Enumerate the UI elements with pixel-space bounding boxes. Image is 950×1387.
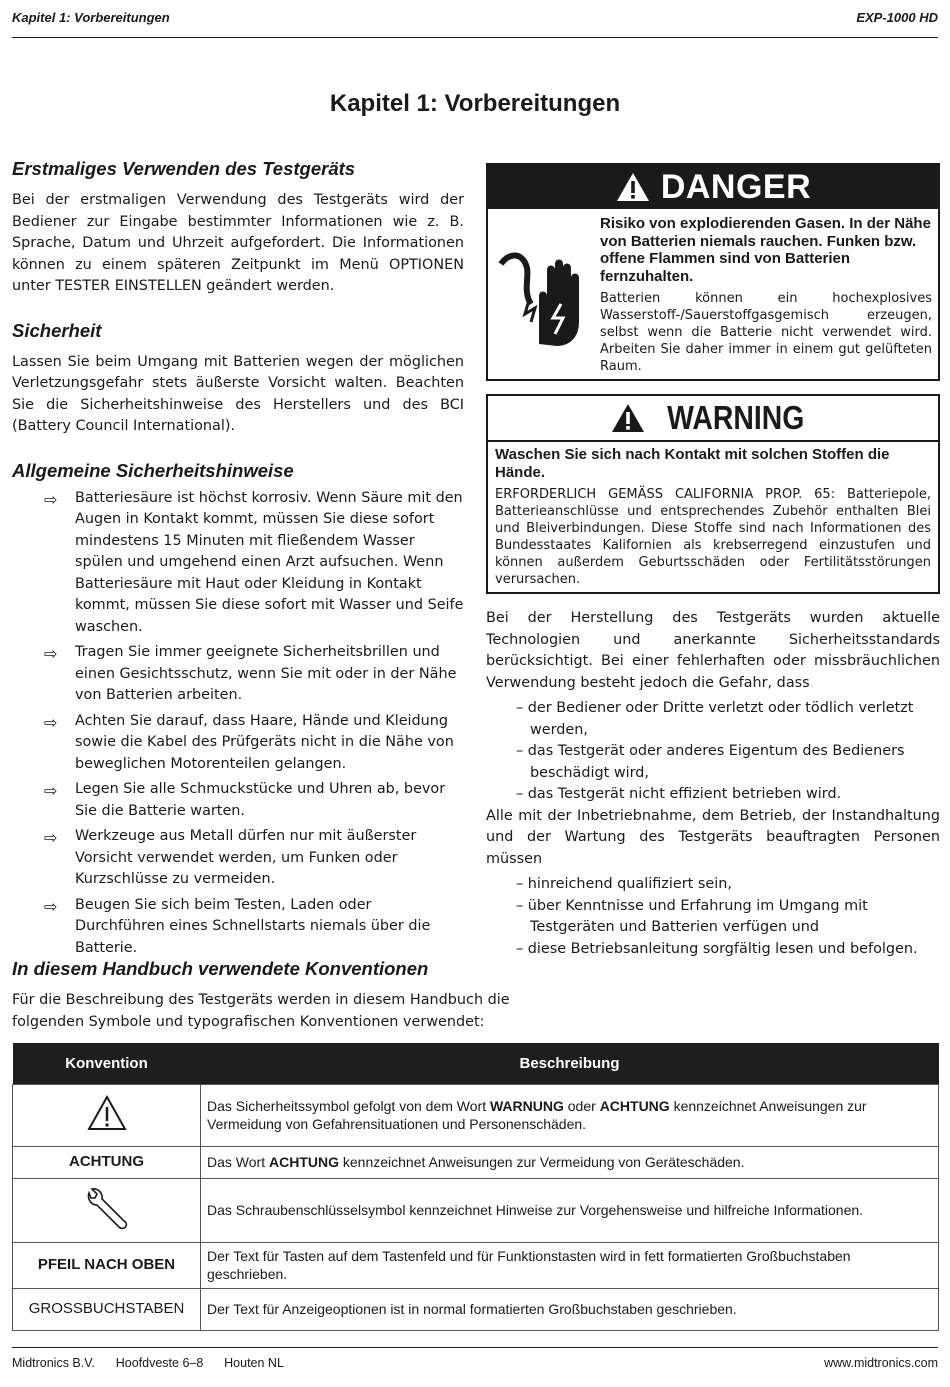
first-use-heading: Erstmaliges Verwenden des Testgeräts [12, 158, 356, 179]
table-cell: Der Text für Tasten auf dem Tastenfeld und für Funktionstasten wird in fett formatierten Großbuchstaben geschrieben. [201, 1242, 939, 1288]
column-header-convention: Konvention [13, 1043, 201, 1084]
arrow-right-icon: ⇨ [44, 712, 58, 732]
section-general-safety [12, 460, 464, 960]
header-model: EXP-1000 HD [856, 10, 938, 25]
danger-text: Batterien können ein hochexplosives Wasserstoff-/Sauerstoffgasgemisch erzeugen, selbst wenn die Batterie nicht verwendet wird. Arbeiten Sie daher immer in einem gut gelüfteten Raum. [600, 291, 932, 374]
warning-banner [488, 396, 938, 442]
footer-company: Midtronics B.V. [12, 1356, 95, 1370]
danger-label: DANGER [660, 167, 812, 206]
arrow-right-icon: ⇨ [44, 781, 58, 800]
list-item: – das Testgerät oder anderes Eigentum des Bedieners beschädigt wird, [516, 743, 905, 781]
conventions-heading: In diesem Handbuch verwendete Konventionen [12, 958, 429, 979]
warning-label: WARNING [667, 399, 805, 436]
safety-heading: Sicherheit [12, 319, 102, 341]
list-item: ⇨ Beugen Sie sich beim Testen, Laden oder Durchführen eines Schnellstarts niemals über die Batterie. [44, 896, 431, 956]
list-item: ⇨ Legen Sie alle Schmuckstücke und Uhren ab, bevor Sie die Batterie warten. [44, 781, 446, 819]
arrow-right-icon: ⇨ [44, 828, 58, 847]
warning-bold-text: Waschen Sie sich nach Kontakt mit solchen Stoffen die Hände. [495, 446, 890, 481]
table-cell: Das Wort ACHTUNG kennzeichnet Anweisungen zur Vermeidung von Geräteschäden. [201, 1146, 939, 1178]
page-footer [12, 1347, 938, 1370]
first-use-text: Bei der erstmaligen Verwendung des Testgeräts wird der Bediener zur Eingabe bestimmter Informationen wie z. B. Sprache, Datum und Uhrzeit aufgefordert. Die Informationen können zu einem späteren Zeitpunkt im Menü OPTIONEN unter TESTER EINSTELLEN geändert werden. [12, 192, 464, 294]
left-column [12, 158, 464, 981]
table-row [13, 1178, 939, 1242]
warning-triangle-icon [615, 171, 651, 203]
section-safety [12, 320, 464, 438]
table-row [13, 1146, 939, 1178]
safety-text: Lassen Sie beim Umgang mit Batterien wegen der möglichen Verletzungsgefahr stets äußerste Vorsicht walten. Beachten Sie die Sicherheitshinweise des Herstellers und des BCI (Battery Council International). [12, 353, 464, 434]
warning-triangle-icon [610, 402, 646, 434]
table-row [13, 1084, 939, 1146]
page-title: Kapitel 1: Vorbereitungen [329, 90, 621, 117]
table-row [13, 1242, 939, 1288]
danger-bold-text: Risiko von explodierenden Gasen. In der Nähe von Batterien niemals rauchen. Funken bzw. offene Flammen sind von Batterien fernzuhalten. [600, 215, 931, 285]
danger-banner [488, 165, 938, 209]
page-header [12, 10, 938, 38]
table-cell: Das Sicherheitssymbol gefolgt von dem Wort WARNUNG oder ACHTUNG kennzeichnet Anweisungen zur Vermeidung von Gefahrensituationen und Personenschäden. [201, 1084, 939, 1146]
list-item: ⇨ Tragen Sie immer geeignete Sicherheitsbrillen und einen Gesichtsschutz, wenn Sie mit oder in der Nähe von Batterien arbeiten. [44, 644, 457, 703]
safety-bullet-list [12, 488, 464, 960]
footer-city: Houten NL [224, 1356, 284, 1370]
warning-triangle-icon [86, 1094, 128, 1132]
header-chapter: Kapitel 1: Vorbereitungen [12, 10, 170, 25]
column-header-description: Beschreibung [201, 1043, 939, 1084]
manufacture-intro: Bei der Herstellung des Testgeräts wurden aktuelle Technologien und anerkannte Sicherheitsstandards berücksichtigt. Bei einer fehlerhaften oder missbräuchlichen Verwendung besteht jedoch die Gefahr, dass [486, 610, 940, 691]
table-header-row [13, 1043, 939, 1084]
list-item: – das Testgerät nicht effizient betrieben wird. [516, 786, 842, 802]
list-item: – diese Betriebsanleitung sorgfältig lesen und befolgen. [516, 940, 918, 957]
list-item: ⇨ Werkzeuge aus Metall dürfen nur mit äußerster Vorsicht verwendet werden, um Funken oder Kurzschlüsse zu vermeiden. [44, 828, 417, 887]
list-item: – über Kenntnisse und Erfahrung im Umgang mit Testgeräten und Batterien verfügen und [516, 897, 868, 935]
warning-text: ERFORDERLICH GEMÄSS CALIFORNIA PROP. 65: Batteriepole, Batterieanschlüsse und entsprechendes Zubehör enthalten Blei und Bleiverbindungen. Diese Stoffe sind nach Informationen des Bundesstaates Kalifornien als krebserregend einzustufen und können außerdem Geburtsschäden oder Fertilitätsstörungen verursachen. [495, 487, 931, 587]
footer-url: www.midtronics.com [824, 1356, 938, 1370]
table-cell: GROSSBUCHSTABEN [13, 1288, 201, 1330]
warning-box [486, 394, 940, 594]
section-first-use [12, 158, 464, 298]
table-cell: Der Text für Anzeigeoptionen ist in normal formatierten Großbuchstaben geschrieben. [201, 1288, 939, 1330]
list-item: ⇨ Batteriesäure ist höchst korrosiv. Wenn Säure mit den Augen in Kontakt kommt, müssen Sie diese sofort mindestens 15 Minuten mit fließendem Wasser spülen und umgehend einen Arzt aufsuchen. Wenn Batteriesäure mit Haut oder Kleidung in Kontakt kommt, müssen Sie diese sofort mit Wasser und Seife waschen. [44, 489, 464, 635]
footer-street: Hoofdveste 6–8 [115, 1356, 204, 1370]
arrow-right-icon: ⇨ [44, 644, 58, 663]
list-item: ⇨ Achten Sie darauf, dass Haare, Hände und Kleidung sowie die Kabel des Prüfgeräts nicht in die Nähe von beweglichen Motorenteilen gelangen. [44, 712, 454, 772]
table-cell: ACHTUNG [13, 1146, 201, 1178]
personnel-text: Alle mit der Inbetriebnahme, dem Betrieb, der Instandhaltung und der Wartung des Testgeräts beauftragten Personen müssen [486, 807, 940, 867]
electric-shock-hand-icon [488, 209, 598, 379]
table-cell: PFEIL NACH OBEN [13, 1242, 201, 1288]
conventions-table [12, 1043, 939, 1331]
conventions-intro: Für die Beschreibung des Testgeräts werden in diesem Handbuch die folgenden Symbole und typografischen Konventionen verwendet: [12, 992, 510, 1030]
manufacture-section [486, 608, 940, 960]
arrow-right-icon: ⇨ [44, 489, 58, 509]
table-row [13, 1288, 939, 1330]
wrench-icon [83, 1185, 131, 1231]
list-item: – der Bediener oder Dritte verletzt oder tödlich verletzt werden, [516, 700, 914, 738]
table-cell: Das Schraubenschlüsselsymbol kennzeichnet Hinweise zur Vorgehensweise und hilfreiche Informationen. [201, 1178, 939, 1242]
right-column [486, 163, 940, 960]
general-safety-heading: Allgemeine Sicherheitshinweise [12, 459, 294, 481]
list-item: – hinreichend qualifiziert sein, [516, 876, 732, 892]
arrow-right-icon: ⇨ [44, 896, 58, 916]
danger-box [486, 163, 940, 381]
